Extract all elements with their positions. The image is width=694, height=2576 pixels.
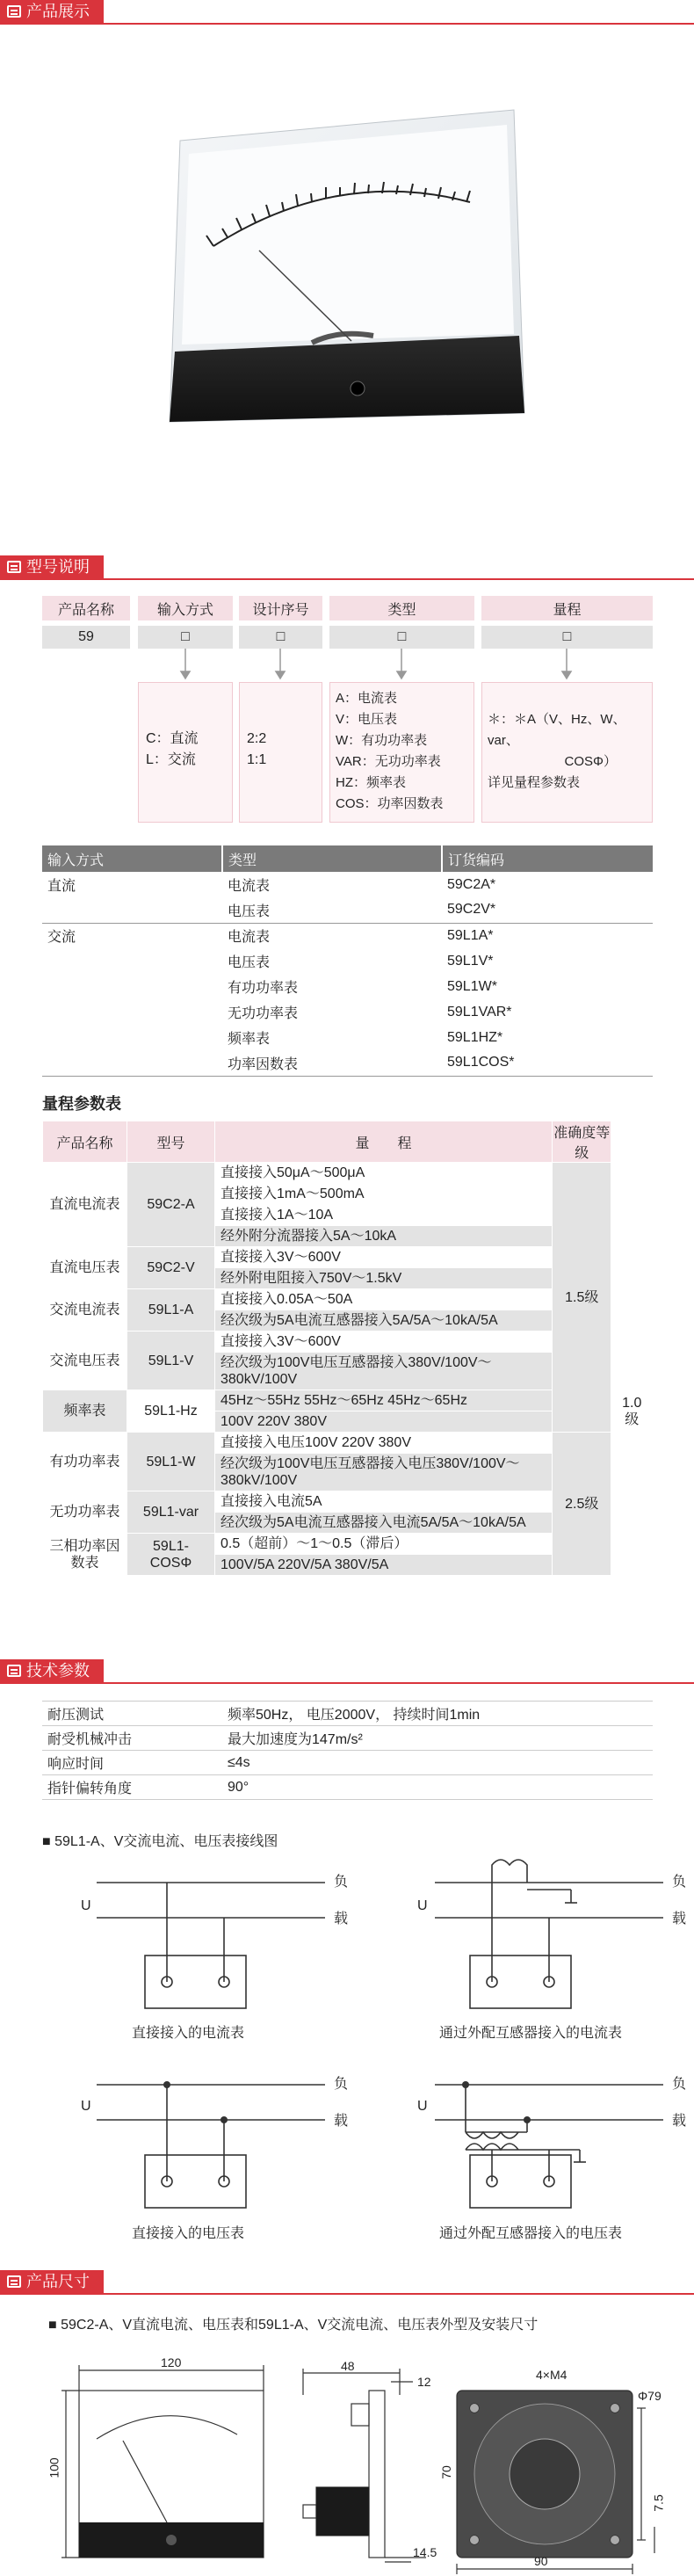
wire-label-u: U [417, 2099, 428, 2114]
order-table [42, 845, 653, 1077]
dim-label: 120 [161, 2355, 182, 2369]
code-header-name: 产品名称 [42, 596, 130, 620]
range-header: 量 程 [215, 1121, 553, 1163]
wire-label-u: U [417, 1898, 428, 1913]
table-row: 100V/5A 220V/5A 380V/5A [43, 1555, 653, 1576]
order-header: 输入方式 [42, 845, 222, 872]
table-row: 电压表 59L1V* [228, 953, 494, 970]
table-row: 交流 电流表 59L1A* [47, 927, 494, 946]
code-header-range: 量程 [481, 596, 653, 620]
table-row: 直流 电流表 59C2A* [47, 876, 496, 894]
wire-caption: 通过外配互感器接入的电流表 [439, 2026, 623, 2041]
table-row: 三相功率因数表 59L1-COSΦ 0.5（超前）～1～0.5（滞后） [43, 1534, 653, 1555]
wire-label-load1: 负 [334, 1875, 349, 1890]
dim-label: 100 [47, 2457, 61, 2478]
document-icon [7, 5, 21, 18]
code-header-type: 类型 [329, 596, 474, 620]
wire-caption: 通过外配互感器接入的电压表 [439, 2226, 623, 2241]
dim-label: 7.5 [651, 2494, 666, 2512]
code-value-design: □ [239, 626, 322, 649]
dim-label: 48 [341, 2359, 355, 2373]
wire-label-load2: 载 [334, 1912, 349, 1927]
dim-label: 90 [534, 2554, 548, 2568]
dimension-drawing [0, 2342, 694, 2576]
wire-caption: 直接接入的电压表 [132, 2226, 245, 2241]
tech-table [42, 1701, 653, 1800]
wire-label-load2: 载 [334, 2114, 349, 2129]
section-title: 产品尺寸 [26, 2273, 90, 2290]
wire-caption: 直接接入的电流表 [132, 2026, 245, 2041]
table-row: 无功功率表 59L1-var 直接接入电流5A [43, 1491, 653, 1513]
code-value-name: 59 [42, 626, 130, 649]
code-value-range: □ [481, 626, 653, 649]
table-row: 经次级为100V电压互感器接入380V/100V～380kV/100V [43, 1353, 653, 1390]
table-row: 经外附电阻接入750V～1.5kV [43, 1268, 653, 1289]
wire-label-load1: 负 [334, 2077, 349, 2092]
table-row: 频率表 59L1-Hz 45Hz～55Hz 55Hz～65Hz 45Hz～65Hz 1.0级 [43, 1390, 653, 1411]
table-row: 交流电压表 59L1-V 直接接入3V～600V [43, 1332, 653, 1353]
code-header-design: 设计序号 [239, 596, 322, 620]
table-row: 无功功率表 59L1VAR* [228, 1004, 512, 1021]
dim-label: 4×M4 [536, 2368, 567, 2382]
table-row: 有功功率表 59L1-W 直接接入电压100V 220V 380V 2.5级 [43, 1433, 653, 1454]
document-icon [7, 1665, 21, 1677]
range-table-title: 量程参数表 [42, 1095, 121, 1113]
table-row: 直接接入1mA～500mA [43, 1184, 653, 1205]
dim-label: Φ79 [638, 2389, 661, 2403]
table-row: 频率表 59L1HZ* [228, 1029, 503, 1047]
order-header: 类型 [222, 845, 442, 872]
code-value-input: □ [138, 626, 233, 649]
design-options-box: 2:2 1:1 [239, 682, 322, 823]
section-header-model [0, 555, 694, 582]
document-icon [7, 2275, 21, 2288]
section-header-display [0, 0, 694, 26]
table-row: 功率因数表 59L1COS* [42, 1050, 653, 1076]
table-row: 交流电流表 59L1-A 直接接入0.05A～50A [43, 1289, 653, 1310]
table-row: 直流电流表 59C2-A 直接接入50μA～500μA 1.5级 [43, 1163, 653, 1184]
wire-label-u: U [81, 1898, 91, 1913]
table-row: 响应时间 ≤4s [42, 1751, 653, 1775]
code-arrows [0, 649, 694, 684]
table-row: 指针偏转角度 90° [42, 1775, 653, 1800]
code-value-type: □ [329, 626, 474, 649]
wiring-title: ■ 59L1-A、V交流电流、电压表接线图 [42, 1834, 278, 1849]
section-title: 型号说明 [26, 558, 90, 576]
code-header-input: 输入方式 [138, 596, 233, 620]
document-icon [7, 561, 21, 573]
table-row: 经次级为100V电压互感器接入电压380V/100V～380kV/100V [43, 1454, 653, 1491]
section-header-size [0, 2270, 694, 2297]
table-row: 100V 220V 380V [43, 1411, 653, 1433]
table-row: 有功功率表 59L1W* [228, 978, 497, 996]
wire-label-load2: 载 [672, 1912, 687, 1927]
table-row: 经外附分流器接入5A～10kA [43, 1226, 653, 1247]
table-row: 耐受机械冲击 最大加速度为147m/s² [42, 1726, 653, 1751]
dim-label: 70 [438, 2465, 453, 2479]
table-row: 耐压测试 频率50Hz， 电压2000V， 持续时间1min [42, 1702, 653, 1726]
range-header: 产品名称 [43, 1121, 127, 1163]
table-row: 直接接入1A～10A [43, 1205, 653, 1226]
dim-label: 12 [417, 2375, 431, 2389]
dims-title: ■ 59C2-A、V直流电流、电压表和59L1-A、V交流电流、电压表外型及安装尺寸 [48, 2318, 539, 2333]
wire-label-u: U [81, 2099, 91, 2114]
table-row: 经次级为5A电流互感器接入电流5A/5A～10kA/5A [43, 1513, 653, 1534]
wire-label-load1: 负 [672, 1875, 687, 1890]
section-title: 技术参数 [26, 1662, 90, 1680]
section-title: 产品展示 [26, 3, 90, 20]
dim-label: 14.5 [413, 2545, 437, 2559]
input-options-box: C：直流 L：交流 [138, 682, 233, 823]
wire-label-load2: 载 [672, 2114, 687, 2129]
order-header: 订货编码 [442, 845, 653, 872]
section-header-tech [0, 1659, 694, 1686]
table-row: 电压表 59C2V* [42, 897, 653, 923]
type-options-box: A：电流表 V：电压表 W：有功功率表 VAR：无功功率表 HZ：频率表 COS：功率因数表 [329, 682, 474, 823]
range-table [42, 1121, 653, 1576]
table-row: 直流电压表 59C2-V 直接接入3V～600V [43, 1247, 653, 1268]
range-options-box: ＊：＊A（V、Hz、W、var、 COSΦ） 详见量程参数表 [481, 682, 653, 823]
product-image [163, 105, 531, 439]
range-header: 型号 [127, 1121, 215, 1163]
wire-label-load1: 负 [672, 2077, 687, 2092]
table-row: 经次级为5A电流互感器接入5A/5A～10kA/5A [43, 1310, 653, 1332]
range-header: 准确度等级 [553, 1121, 611, 1163]
